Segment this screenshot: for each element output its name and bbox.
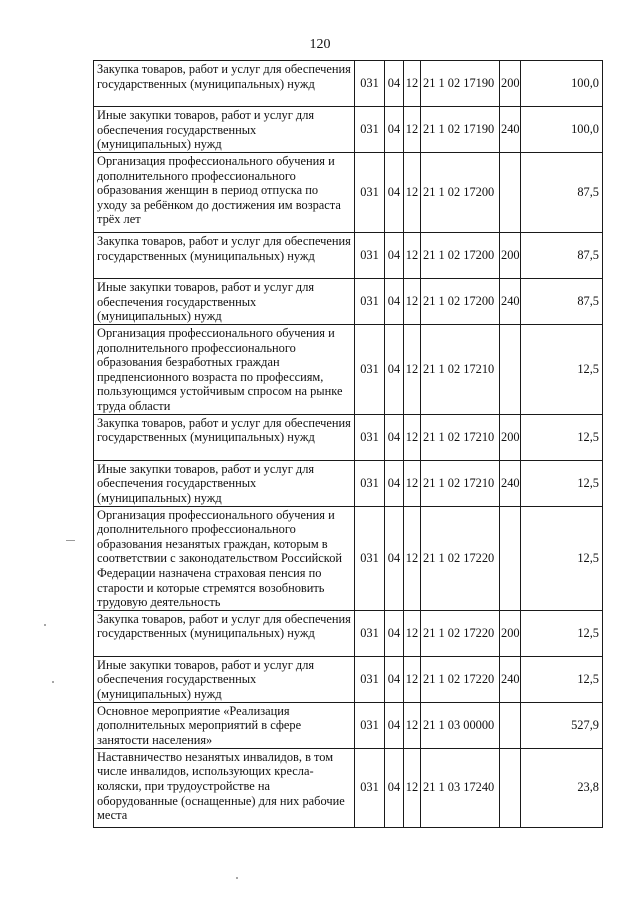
subsection-code: 12	[404, 702, 421, 748]
expense-type-code: 200	[500, 61, 521, 107]
amount-value: 12,5	[521, 656, 603, 702]
expense-type-code	[500, 153, 521, 233]
ministry-code: 031	[355, 656, 385, 702]
ministry-code: 031	[355, 279, 385, 325]
row-name: Закупка товаров, работ и услуг для обеспечения государственных (муниципальных) нужд	[94, 61, 355, 107]
section-code: 04	[385, 61, 404, 107]
scan-dot	[44, 624, 46, 626]
table-row	[94, 325, 603, 415]
target-article-code: 21 1 02 17220	[421, 506, 500, 610]
expense-type-code	[500, 702, 521, 748]
table-row	[94, 610, 603, 656]
row-name: Закупка товаров, работ и услуг для обеспечения государственных (муниципальных) нужд	[94, 233, 355, 279]
subsection-code: 12	[404, 748, 421, 827]
target-article-code: 21 1 02 17220	[421, 656, 500, 702]
section-code: 04	[385, 279, 404, 325]
expense-type-code	[500, 506, 521, 610]
table-row	[94, 414, 603, 460]
section-code: 04	[385, 153, 404, 233]
amount-value: 87,5	[521, 153, 603, 233]
subsection-code: 12	[404, 610, 421, 656]
scan-dot	[52, 681, 54, 683]
section-code: 04	[385, 702, 404, 748]
target-article-code: 21 1 02 17220	[421, 610, 500, 656]
ministry-code: 031	[355, 702, 385, 748]
expense-type-code: 240	[500, 107, 521, 153]
subsection-code: 12	[404, 414, 421, 460]
target-article-code: 21 1 02 17210	[421, 325, 500, 415]
expense-type-code: 240	[500, 279, 521, 325]
row-name: Закупка товаров, работ и услуг для обеспечения государственных (муниципальных) нужд	[94, 610, 355, 656]
amount-value: 12,5	[521, 460, 603, 506]
expense-type-code: 200	[500, 233, 521, 279]
subsection-code: 12	[404, 107, 421, 153]
subsection-code: 12	[404, 506, 421, 610]
target-article-code: 21 1 02 17200	[421, 153, 500, 233]
ministry-code: 031	[355, 233, 385, 279]
amount-value: 87,5	[521, 279, 603, 325]
scan-dot	[236, 877, 238, 879]
ministry-code: 031	[355, 107, 385, 153]
row-name: Иные закупки товаров, работ и услуг для обеспечения государственных (муниципальных) нужд	[94, 107, 355, 153]
amount-value: 100,0	[521, 107, 603, 153]
section-code: 04	[385, 656, 404, 702]
ministry-code: 031	[355, 153, 385, 233]
target-article-code: 21 1 02 17210	[421, 460, 500, 506]
expense-type-code	[500, 748, 521, 827]
subsection-code: 12	[404, 325, 421, 415]
subsection-code: 12	[404, 656, 421, 702]
amount-value: 87,5	[521, 233, 603, 279]
amount-value: 100,0	[521, 61, 603, 107]
section-code: 04	[385, 107, 404, 153]
ministry-code: 031	[355, 61, 385, 107]
amount-value: 12,5	[521, 325, 603, 415]
target-article-code: 21 1 03 00000	[421, 702, 500, 748]
row-name: Основное мероприятие «Реализация дополнительных мероприятий в сфере занятости населения»	[94, 702, 355, 748]
row-name: Наставничество незанятых инвалидов, в том числе инвалидов, использующих кресла-коляски, при трудоустройстве на оборудованные (оснащенные) для них рабочие места	[94, 748, 355, 827]
ministry-code: 031	[355, 325, 385, 415]
row-name: Иные закупки товаров, работ и услуг для обеспечения государственных (муниципальных) нужд	[94, 279, 355, 325]
section-code: 04	[385, 748, 404, 827]
expense-type-code: 240	[500, 656, 521, 702]
scan-mark	[66, 540, 75, 541]
table-row	[94, 460, 603, 506]
section-code: 04	[385, 414, 404, 460]
table-row	[94, 506, 603, 610]
row-name: Иные закупки товаров, работ и услуг для обеспечения государственных (муниципальных) нужд	[94, 656, 355, 702]
budget-table	[93, 60, 603, 828]
expense-type-code: 200	[500, 610, 521, 656]
ministry-code: 031	[355, 414, 385, 460]
row-name: Организация профессионального обучения и дополнительного профессионального образования незанятых граждан, которым в соответствии с законодательством Российской Федерации назначена страховая пенсия по старости и которые стремятся возобновить трудовую деятельность	[94, 506, 355, 610]
ministry-code: 031	[355, 506, 385, 610]
table-row	[94, 748, 603, 827]
subsection-code: 12	[404, 233, 421, 279]
target-article-code: 21 1 02 17200	[421, 279, 500, 325]
amount-value: 12,5	[521, 414, 603, 460]
target-article-code: 21 1 03 17240	[421, 748, 500, 827]
section-code: 04	[385, 506, 404, 610]
table-body	[94, 61, 603, 828]
expense-type-code	[500, 325, 521, 415]
section-code: 04	[385, 460, 404, 506]
table-row	[94, 656, 603, 702]
row-name: Иные закупки товаров, работ и услуг для обеспечения государственных (муниципальных) нужд	[94, 460, 355, 506]
subsection-code: 12	[404, 460, 421, 506]
amount-value: 527,9	[521, 702, 603, 748]
amount-value: 12,5	[521, 610, 603, 656]
section-code: 04	[385, 610, 404, 656]
row-name: Организация профессионального обучения и дополнительного профессионального образования безработных граждан предпенсионного возраста по профессиям, пользующимся устойчивым спросом на рынке труда области	[94, 325, 355, 415]
ministry-code: 031	[355, 460, 385, 506]
table-row	[94, 233, 603, 279]
amount-value: 12,5	[521, 506, 603, 610]
subsection-code: 12	[404, 153, 421, 233]
expense-type-code: 240	[500, 460, 521, 506]
table-row	[94, 153, 603, 233]
ministry-code: 031	[355, 610, 385, 656]
table-row	[94, 702, 603, 748]
row-name: Закупка товаров, работ и услуг для обеспечения государственных (муниципальных) нужд	[94, 414, 355, 460]
target-article-code: 21 1 02 17190	[421, 61, 500, 107]
target-article-code: 21 1 02 17200	[421, 233, 500, 279]
page-number: 120	[309, 37, 331, 52]
section-code: 04	[385, 233, 404, 279]
amount-value: 23,8	[521, 748, 603, 827]
ministry-code: 031	[355, 748, 385, 827]
row-name: Организация профессионального обучения и дополнительного профессионального образования женщин в период отпуска по уходу за ребёнком до достижения им возраста трёх лет	[94, 153, 355, 233]
section-code: 04	[385, 325, 404, 415]
expense-type-code: 200	[500, 414, 521, 460]
table-row	[94, 107, 603, 153]
table-row	[94, 61, 603, 107]
subsection-code: 12	[404, 61, 421, 107]
table-row	[94, 279, 603, 325]
subsection-code: 12	[404, 279, 421, 325]
target-article-code: 21 1 02 17210	[421, 414, 500, 460]
target-article-code: 21 1 02 17190	[421, 107, 500, 153]
